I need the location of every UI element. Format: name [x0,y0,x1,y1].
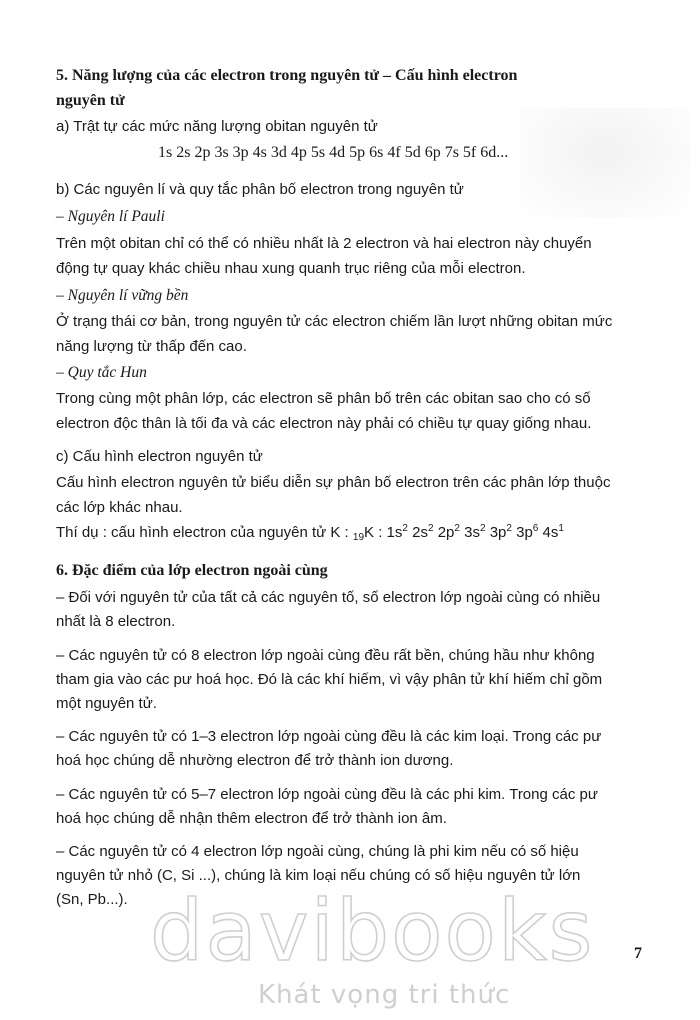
section5a-title: a) Trật tự các mức năng lượng obitan nguyên tử [56,118,378,135]
element-symbol: K : [364,524,387,541]
section5c-title: c) Cấu hình electron nguyên tử [56,448,263,465]
stability-principle-title: – Nguyên lí vững bền [56,287,189,304]
s6-paragraph4-line1: – Các nguyên tử có 5–7 electron lớp ngoài cùng đều là các phi kim. Trong các pư [56,786,598,803]
term-7: $4s^1$ [542,523,564,541]
watermark-logo: davibooks [150,882,595,980]
hund-rule-title: – Quy tắc Hun [56,364,147,381]
pauli-text-line1: Trên một obitan chỉ có thể có nhiều nhất là 2 electron và hai electron này chuyển [56,235,592,252]
term-6: $3p^6$ [516,523,539,541]
term-5: $3p^2$ [489,523,512,541]
bleed-through-shadow [520,108,690,218]
s6-paragraph3-line2: hoá học chúng dễ nhường electron để trở thành ion dương. [56,752,454,769]
s6-paragraph2-line2: tham gia vào các pư hoá học. Đó là các khí hiếm, vì vậy phân tử khí hiếm chỉ gồm [56,671,603,688]
potassium-configuration-example [56,523,564,543]
hund-text-line1: Trong cùng một phân lớp, các electron sẽ phân bố trên các obitan sao cho có số [56,390,591,407]
term-1: $1s^2$ [386,523,408,541]
s6-paragraph4-line2: hoá học chúng dễ nhận thêm electron để trở thành ion âm. [56,810,447,827]
term-2: $2s^2$ [412,523,434,541]
pauli-principle-title: – Nguyên lí Pauli [56,208,165,225]
s6-paragraph2-line1: – Các nguyên tử có 8 electron lớp ngoài cùng đều rất bền, chúng hầu như không [56,647,595,664]
term-4: $3s^2$ [464,523,486,541]
s6-paragraph2-line3: một nguyên tử. [56,695,157,712]
configuration-text-line2: các lớp khác nhau. [56,499,183,516]
page-number: 7 [634,945,642,962]
s6-paragraph3-line1: – Các nguyên tử có 1–3 electron lớp ngoài cùng đều là các kim loại. Trong các pư [56,728,602,745]
section5-heading-line1: 5. Năng lượng của các electron trong nguyên tử – Cấu hình electron [56,67,518,84]
pauli-text-line2: động tự quay khác chiều nhau xung quanh trục riêng của mỗi electron. [56,260,526,277]
section5b-title: b) Các nguyên lí và quy tắc phân bố electron trong nguyên tử [56,181,464,198]
section6-heading: 6. Đặc điểm của lớp electron ngoài cùng [56,562,328,579]
atomic-number: 19 [352,532,365,543]
stability-text-line1: Ở trạng thái cơ bản, trong nguyên tử các electron chiếm lần lượt những obitan mức [56,313,613,330]
stability-text-line2: năng lượng từ thấp đến cao. [56,338,247,355]
s6-paragraph5-line3: (Sn, Pb...). [56,891,128,908]
s6-paragraph5-line2: nguyên tử nhỏ (C, Si ...), chúng là kim loại nếu chúng có số hiệu nguyên tử lớn [56,867,581,884]
term-3: $2p^2$ [437,523,460,541]
watermark-tagline: Khát vọng tri thức [258,980,511,1010]
section5-heading-line2: nguyên tử [56,92,125,109]
s6-paragraph1-line2: nhất là 8 electron. [56,613,176,630]
configuration-text-line1: Cấu hình electron nguyên tử biểu diễn sự phân bố electron trên các phân lớp thuộc [56,474,611,491]
s6-paragraph5-line1: – Các nguyên tử có 4 electron lớp ngoài cùng, chúng là phi kim nếu có số hiệu [56,843,579,860]
hund-text-line2: electron độc thân là tối đa và các electron này phải có chiều tự quay giống nhau. [56,415,592,432]
energy-level-sequence: 1s 2s 2p 3s 3p 4s 3d 4p 5s 4d 5p 6s 4f 5d 6p 7s 5f 6d... [158,144,509,161]
s6-paragraph1-line1: – Đối với nguyên tử của tất cả các nguyên tố, số electron lớp ngoài cùng có nhiều [56,589,601,606]
example-prefix: Thí dụ : cấu hình electron của nguyên tử K : [56,524,353,541]
